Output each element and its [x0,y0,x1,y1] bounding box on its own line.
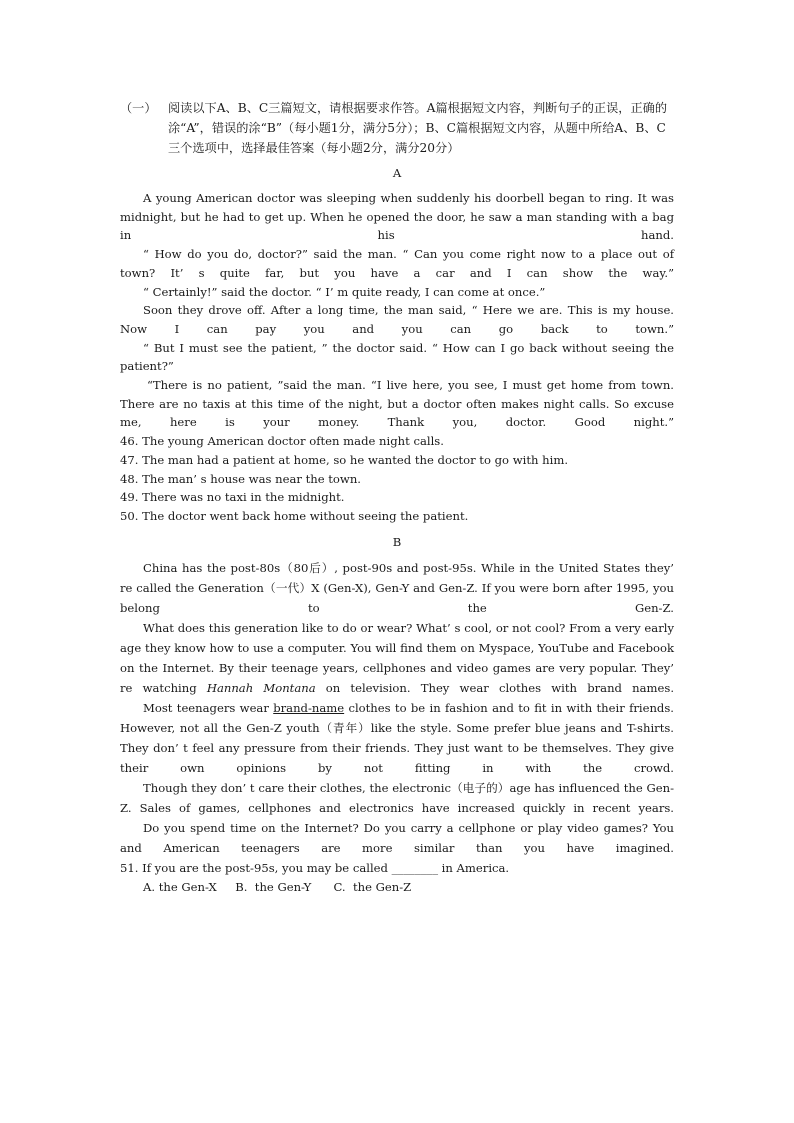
exam-page [120,98,674,897]
underlined-word: brand-name [273,700,345,715]
option-c: C. the Gen-Z [333,879,412,894]
passage-b-heading: B [392,534,402,549]
question-51-options [120,878,674,897]
section-number: （一） [120,101,157,115]
passage-a-paragraph: “ Certainly!” said the doctor. “ I’ m quite ready, I can come at once.” [143,284,546,299]
question-48: 48. The man’ s house was near the town. [120,471,361,486]
question-50: 50. The doctor went back home without seeing the patient. [120,508,469,523]
passage-a [120,164,674,526]
question-51: 51. If you are the post-95s, you may be called ________ in America. [120,860,510,875]
option-a: A. the Gen-X [143,879,217,894]
passage-a-paragraph: Soon they drove off. After a long time, the man said, “ Here we are. This is my house. Now I can pay you and you can go back to town.” [120,303,674,336]
question-49: 49. There was no taxi in the midnight. [120,490,345,505]
passage-a-paragraph: “ How do you do, doctor?” said the man. “ Can you come right now to a place out of town? It’ s quite far, but you have a car and I can show the way.” [120,247,674,280]
passage-b-paragraph: China has the post-80s（80后）, post-90s and post-95s. While in the United States they’ re called the Generation（一代）X (Gen-X), Gen-Y and Gen-Z. If you were born after 1995, you belong to the Gen-Z. [120,560,674,615]
question-46: 46. The young American doctor often made night calls. [120,434,444,449]
option-b: B. the Gen-Y [235,879,312,894]
passage-a-heading: A [392,166,402,180]
passage-b-paragraph: Most teenagers wear brand-name clothes to be in fashion and to fit in with their friends. However, not all the Gen-Z youth（青年）like the style. Some prefer blue jeans and T-shirts. They don’ t feel any pressure from their friends. They just want to be themselves. They give their own opinions by not fitting in with the crowd. [120,700,674,775]
question-47: 47. The man had a patient at home, so he wanted the doctor to go with him. [120,452,569,467]
show-title: Hannah Montana [206,680,316,695]
passage-b-paragraph: Though they don’ t care their clothes, the electronic（电子的）age has influenced the Gen-Z. Sales of games, cellphones and electronics have increased quickly in recent years. [120,780,674,815]
passage-a-paragraph: “ But I must see the patient, ” the doctor said. “ How can I go back without seeing the patient?” [120,340,674,374]
passage-b [120,533,674,897]
answer-blank: ________ [391,860,438,875]
section-instruction [120,98,674,158]
passage-a-paragraph: A young American doctor was sleeping when suddenly his doorbell began to ring. It was midnight, but he had to get up. When he opened the door, he saw a man standing with a bag in his hand. [120,191,674,243]
passage-b-paragraph: Do you spend time on the Internet? Do you carry a cellphone or play video games? You and American teenagers are more similar than you have imagined. [120,820,674,855]
passage-a-paragraph: “There is no patient, ”said the man. “I live here, you see, I must get home from town. There are no taxis at this time of the night, but a doctor often makes night calls. So excuse me, here is your money. Thank you, doctor. Good night.” [120,378,674,430]
instruction-text: 阅读以下A、B、C三篇短文，请根据要求作答。A篇根据短文内容，判断句子的正误，正确的涂“A”，错误的涂“B”（每小题1分，满分5分）；B、C篇根据短文内容，从题中所给A、B、C三个选项中，选择最佳答案（每小题2分，满分20分） [168,101,668,155]
passage-b-paragraph: What does this generation like to do or wear? What’ s cool, or not cool? From a very early age they know how to use a computer. You will find them on Myspace, YouTube and Facebook on the Internet. By their teenage years, cellphones and video games are very popular. They’ re watching Hannah Montana on television. They wear clothes with brand names. [120,620,675,695]
